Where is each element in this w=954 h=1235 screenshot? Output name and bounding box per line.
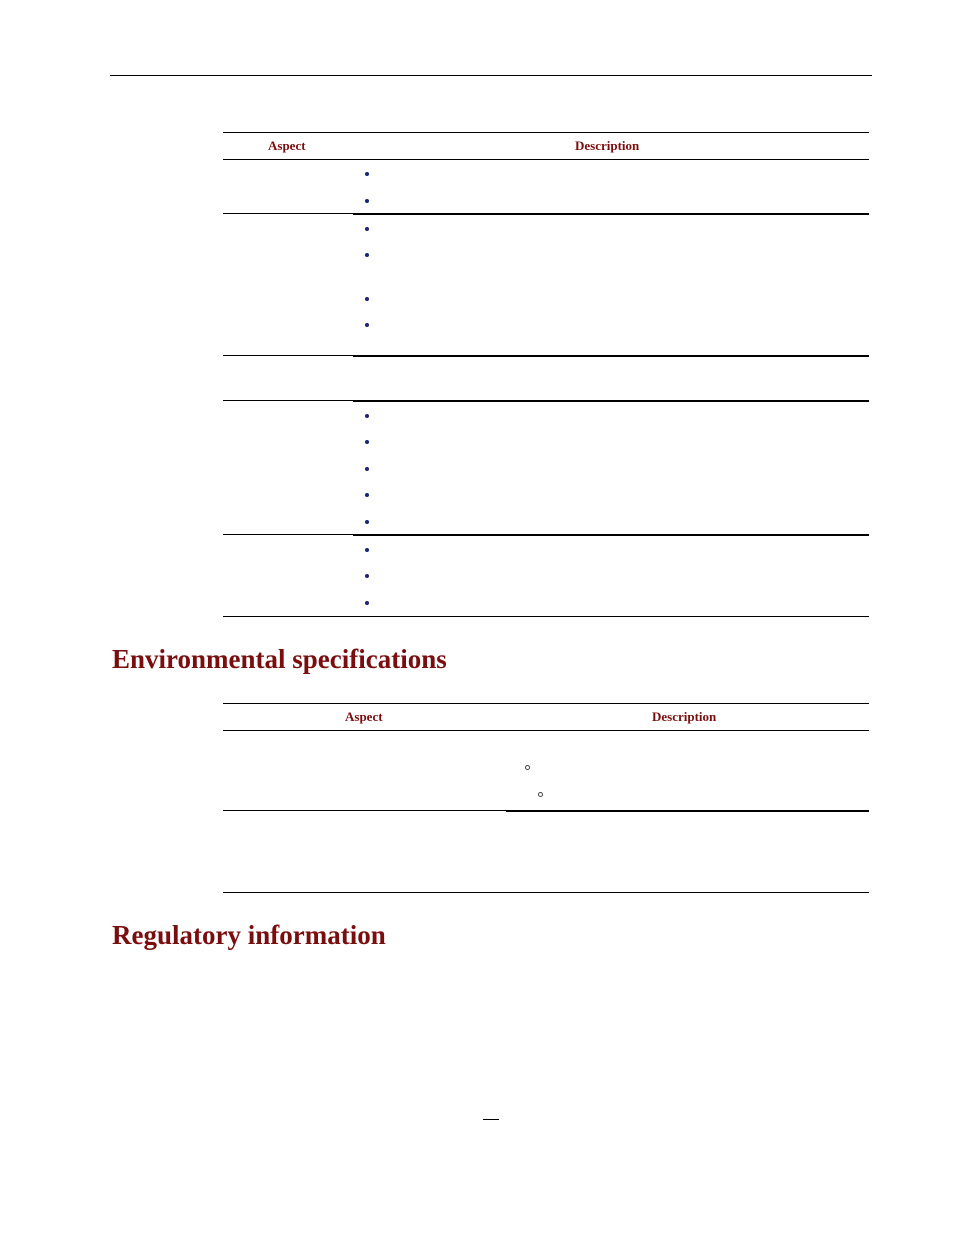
bullet-icon	[365, 493, 369, 497]
table-row	[223, 402, 869, 534]
table-top-rule	[223, 132, 869, 133]
row-rule	[223, 534, 353, 535]
footer-page-mark	[483, 1119, 499, 1120]
bullet-icon	[365, 227, 369, 231]
bullet-icon	[365, 574, 369, 578]
table-header-row	[223, 138, 869, 156]
row-rule	[223, 400, 353, 401]
table-bottom-rule	[223, 616, 869, 617]
bullet-icon	[365, 440, 369, 444]
table-row	[223, 812, 869, 892]
header-aspect: Aspect	[268, 138, 306, 153]
sub-bullet-icon	[525, 765, 530, 770]
header-description: Description	[575, 138, 640, 153]
row-rule	[223, 213, 353, 214]
table-row	[223, 536, 869, 616]
bullet-icon	[365, 297, 369, 301]
page-header-rule	[110, 75, 872, 76]
bullet-icon	[365, 253, 369, 257]
bullet-icon	[365, 172, 369, 176]
bullet-icon	[365, 199, 369, 203]
row-rule	[223, 810, 506, 811]
bullet-icon	[365, 548, 369, 552]
header-aspect: Aspect	[345, 709, 383, 724]
table-specifications	[223, 132, 869, 618]
section-heading-regulatory: Regulatory information	[112, 920, 386, 950]
table-top-rule	[223, 703, 869, 704]
table-bottom-rule	[223, 892, 869, 893]
bullet-icon	[365, 467, 369, 471]
table-row	[223, 731, 869, 810]
bullet-icon	[365, 601, 369, 605]
table-row	[223, 215, 869, 355]
header-description: Description	[652, 709, 717, 724]
row-rule	[223, 355, 353, 356]
table-row	[223, 357, 869, 400]
bullet-icon	[365, 520, 369, 524]
table-header-row	[223, 709, 869, 727]
bullet-icon	[365, 323, 369, 327]
bullet-icon	[365, 414, 369, 418]
table-environmental	[223, 703, 869, 895]
table-row	[223, 160, 869, 213]
section-heading-environmental: Environmental specifications	[112, 644, 447, 674]
sub-bullet-icon	[538, 792, 543, 797]
